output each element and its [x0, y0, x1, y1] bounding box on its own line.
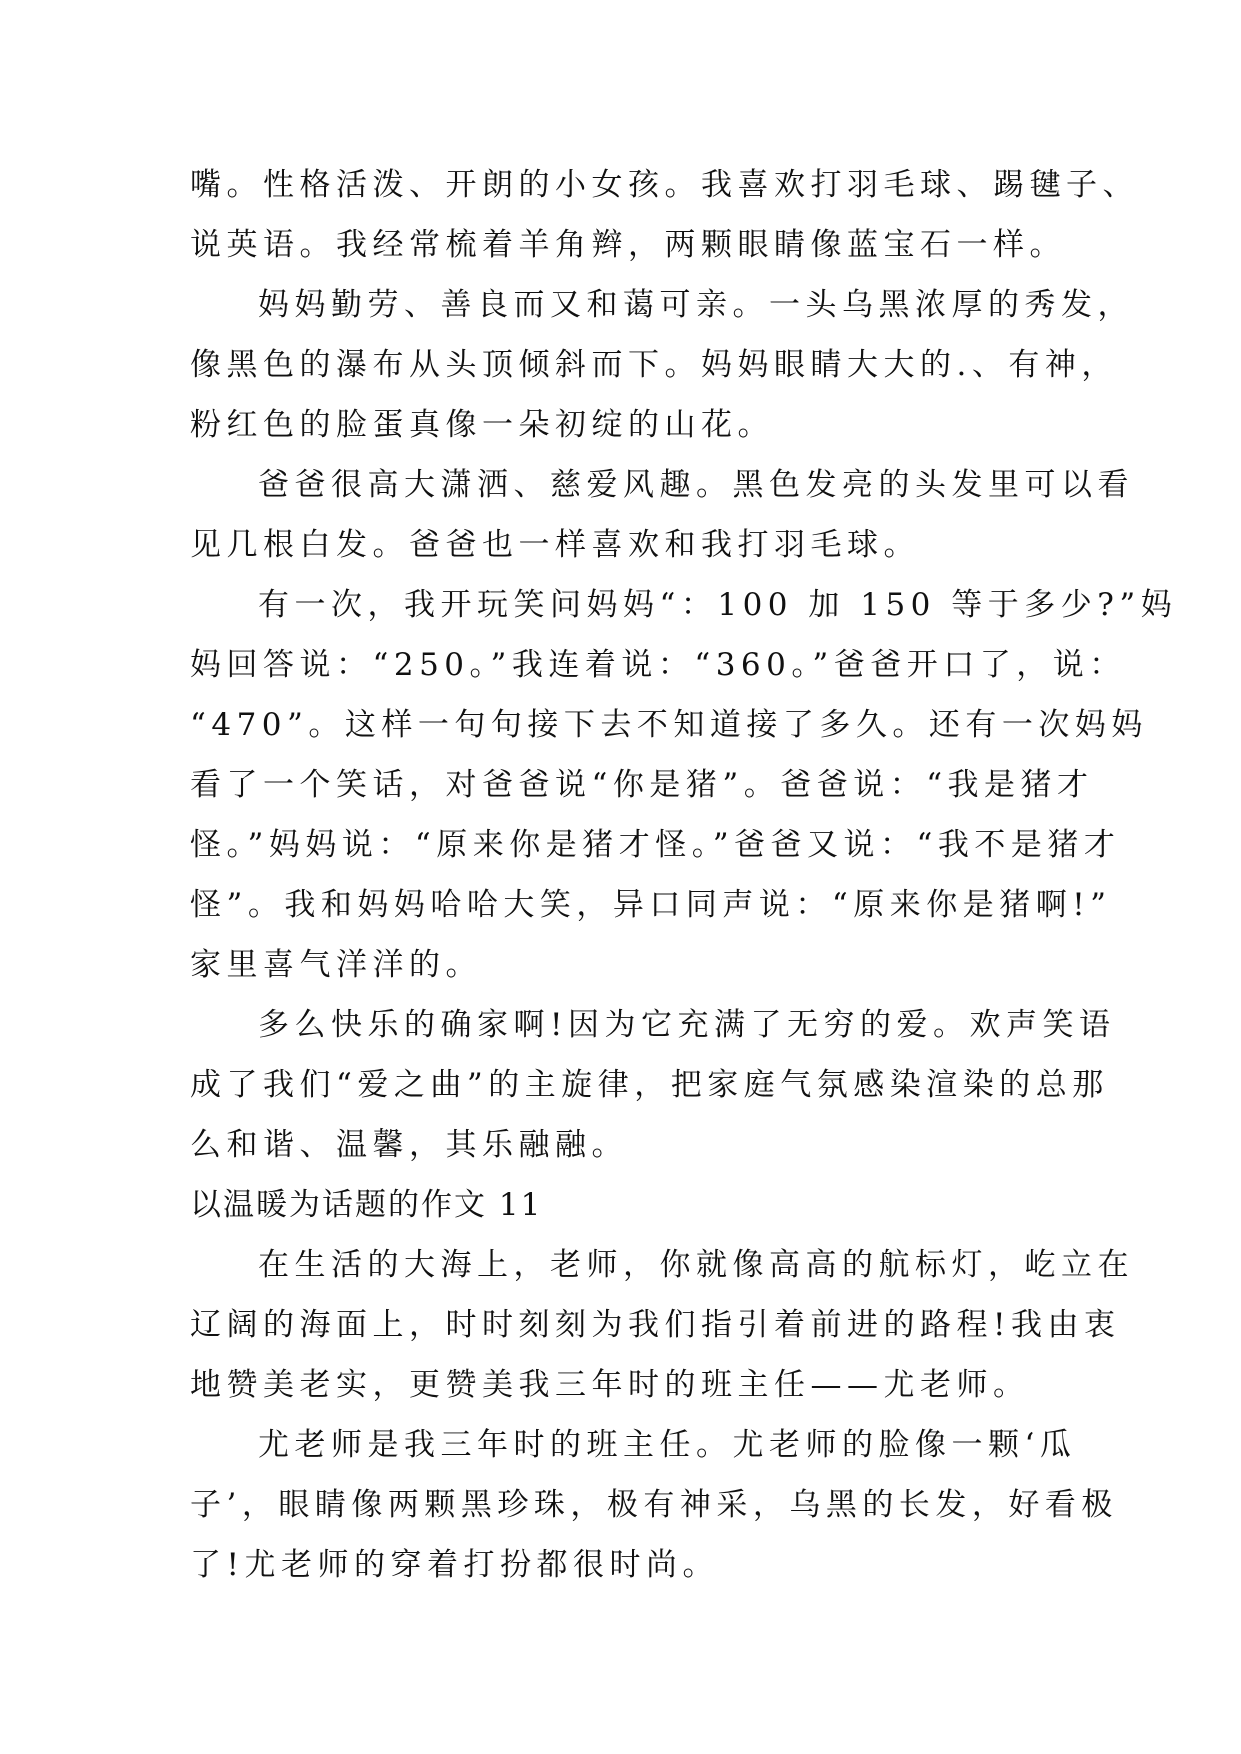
- text-line: 地赞美老实，更赞美我三年时的班主任——尤老师。: [190, 1367, 1030, 1403]
- paragraph-start-line: 妈妈勤劳、善良而又和蔼可亲。一头乌黑浓厚的秀发，: [258, 287, 1134, 323]
- text-line: 家里喜气洋洋的。: [190, 947, 482, 983]
- paragraph-start-line: 尤老师是我三年时的班主任。尤老师的脸像一颗‘瓜: [258, 1427, 1077, 1463]
- paragraph-start-line: 有一次，我开玩笑问妈妈“：100 加 150 等于多少?”妈: [258, 587, 1178, 623]
- text-line: 像黑色的瀑布从头顶倾斜而下。妈妈眼睛大大的.、有神，: [190, 347, 1118, 383]
- text-line: “470”。这样一句句接下去不知道接了多久。还有一次妈妈: [190, 707, 1148, 743]
- paragraph-start-line: 在生活的大海上，老师，你就像高高的航标灯，屹立在: [258, 1247, 1134, 1283]
- text-line: 说英语。我经常梳着羊角辫，两颗眼睛像蓝宝石一样。: [190, 227, 1066, 263]
- text-line: 见几根白发。爸爸也一样喜欢和我打羽毛球。: [190, 527, 920, 563]
- text-line: 粉红色的脸蛋真像一朵初绽的山花。: [190, 407, 774, 443]
- text-line: 嘴。性格活泼、开朗的小女孩。我喜欢打羽毛球、踢毽子、: [190, 167, 1139, 203]
- text-line: 辽阔的海面上，时时刻刻为我们指引着前进的路程!我由衷: [190, 1307, 1121, 1343]
- text-line: 了!尤老师的穿着打扮都很时尚。: [190, 1547, 719, 1583]
- paragraph-start-line: 爸爸很高大潇洒、慈爱风趣。黑色发亮的头发里可以看: [258, 467, 1134, 503]
- text-line: 看了一个笑话，对爸爸说“你是猪”。爸爸说：“我是猪才: [190, 767, 1094, 803]
- text-line: 怪。”妈妈说：“原来你是猪才怪。”爸爸又说：“我不是猪才: [190, 827, 1121, 863]
- section-heading: 以温暖为话题的作文 11: [190, 1187, 543, 1223]
- text-line: 成了我们“爱之曲”的主旋律，把家庭气氛感染渲染的总那: [190, 1067, 1109, 1103]
- paragraph-start-line: 多么快乐的确家啊!因为它充满了无穷的爱。欢声笑语: [258, 1007, 1116, 1043]
- text-line: 妈回答说：“250。”我连着说：“360。”爸爸开口了，说：: [190, 647, 1126, 683]
- text-line: 子’，眼睛像两颗黑珍珠，极有神采，乌黑的长发，好看极: [190, 1487, 1118, 1523]
- text-line: 么和谐、温馨，其乐融融。: [190, 1127, 628, 1163]
- text-line: 怪”。我和妈妈哈哈大笑，异口同声说：“原来你是猪啊!”: [190, 887, 1112, 923]
